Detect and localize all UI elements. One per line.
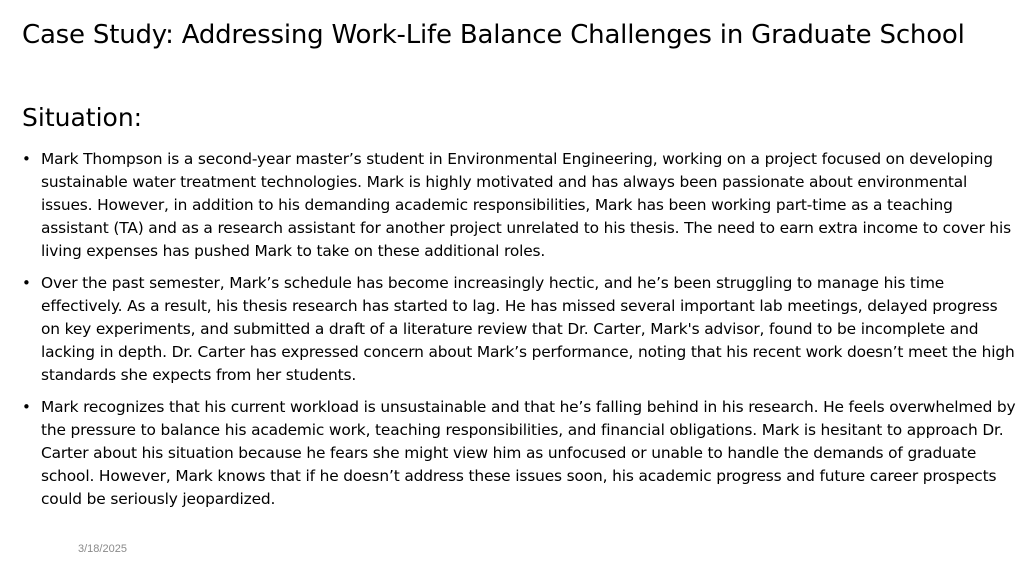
bullet-dot-icon: • bbox=[22, 274, 31, 292]
bullet-list bbox=[22, 148, 1017, 520]
footer-date: 3/18/2025 bbox=[78, 543, 127, 555]
bullet-item-2 bbox=[22, 272, 1017, 387]
bullet-item-1 bbox=[22, 148, 1017, 263]
bullet-dot-icon: • bbox=[22, 150, 31, 168]
bullet-text-1: Mark Thompson is a second-year master’s student in Environmental Engineering, working on a project focused on developing sustainable water treatment technologies. Mark is highly motivated and has always been passionate about environmental issues. However, in addition to his demanding academic responsibilities, Mark has been working part-time as a teaching assistant (TA) and as a research assistant for another project unrelated to his thesis. The need to earn extra income to cover his living expenses has pushed Mark to take on these additional roles. bbox=[41, 150, 1012, 260]
bullet-item-3 bbox=[22, 396, 1017, 511]
bullet-dot-icon: • bbox=[22, 398, 31, 416]
bullet-text-3: Mark recognizes that his current workload is unsustainable and that he’s falling behind in his research. He feels overwhelmed by the pressure to balance his academic work, teaching responsibilities, and financial obligations. Mark is hesitant to approach Dr. Carter about his situation because he fears she might view him as unfocused or unable to handle the demands of graduate school. However, Mark knows that if he doesn’t address these issues soon, his academic progress and future career prospects could be seriously jeopardized. bbox=[41, 398, 1016, 508]
section-heading: Situation: bbox=[22, 103, 143, 132]
slide-title: Case Study: Addressing Work-Life Balance Challenges in Graduate School bbox=[22, 20, 965, 50]
bullet-text-2: Over the past semester, Mark’s schedule has become increasingly hectic, and he’s been struggling to manage his time effectively. As a result, his thesis research has started to lag. He has missed several important lab meetings, delayed progress on key experiments, and submitted a draft of a literature review that Dr. Carter, Mark's advisor, found to be incomplete and lacking in depth. Dr. Carter has expressed concern about Mark’s performance, noting that his recent work doesn’t meet the high standards she expects from her students. bbox=[41, 274, 1015, 384]
